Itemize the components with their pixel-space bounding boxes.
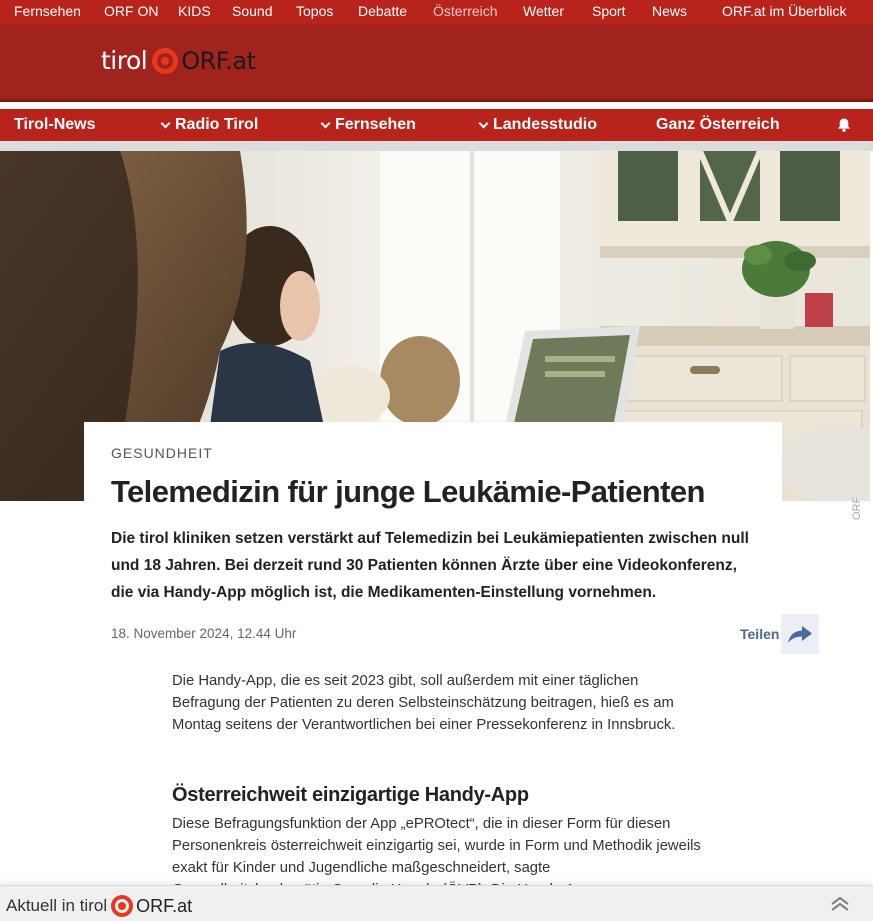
article-subheading: Österreichweit einzigartige Handy-App xyxy=(172,784,529,806)
chevron-down-icon xyxy=(479,118,489,128)
tirol-orf-logo[interactable] xyxy=(101,46,255,75)
global-nav-news[interactable]: News xyxy=(652,3,688,19)
global-nav-wetter[interactable]: Wetter xyxy=(523,3,564,19)
article-lead: Die tirol kliniken setzen verstärkt auf Telemedizin bei Leukämiepatienten zwischen null und 18 Jahren. Bei derzeit rund 30 Patienten können Ärzte über eine Videokonferenz, die via Handy-App möglich ist, die Medikamenten-Einstellung vornehmen. xyxy=(111,530,749,601)
brand-header xyxy=(0,24,873,102)
bottom-bar-label: Aktuell in tirol xyxy=(6,896,108,915)
regnav-tirol-news-label: Tirol-News xyxy=(14,116,96,133)
global-nav-kids[interactable]: KIDS xyxy=(178,3,211,19)
bottom-bar-title xyxy=(6,895,192,917)
regional-nav xyxy=(0,109,873,141)
bottom-news-bar[interactable] xyxy=(0,885,873,921)
global-nav-overview[interactable]: ORF.at im Überblick xyxy=(722,3,847,19)
share-link[interactable]: Teilen xyxy=(740,626,780,642)
regnav-landesstudio-label: Landesstudio xyxy=(493,116,598,133)
logo-region: tirol xyxy=(101,46,148,75)
regnav-ganz-oesterreich-label: Ganz Österreich xyxy=(656,116,780,133)
article-headline: Telemedizin für junge Leukämie-Patienten xyxy=(111,474,705,509)
image-credit: ORF xyxy=(851,496,863,520)
article-date: 18. November 2024, 12.44 Uhr xyxy=(111,626,297,641)
orf-ring-icon xyxy=(152,48,178,74)
regnav-landesstudio[interactable] xyxy=(478,116,597,134)
article-paragraph: Diese Befragungsfunktion der App „ePROtect“, die in dieser Form für diesen Personenkreis österreichweit einzigartig sei, wurde in Form und Methodik jeweils exakt für Kinder und Jugendliche maßgeschneidert, sagte xyxy=(172,816,701,876)
regnav-ganz-oesterreich[interactable] xyxy=(656,116,780,134)
chevron-down-icon xyxy=(321,118,331,128)
chevron-down-icon xyxy=(161,118,171,128)
regnav-tirol-news[interactable] xyxy=(14,116,96,134)
global-nav-debatte[interactable]: Debatte xyxy=(358,3,408,19)
share-arrow-icon xyxy=(787,624,813,644)
nav-divider xyxy=(0,141,873,151)
logo-orf: ORF.at xyxy=(181,46,256,75)
article-kicker: GESUNDHEIT xyxy=(111,445,213,461)
global-nav-sport[interactable]: Sport xyxy=(592,3,626,19)
bottom-bar-orf: ORF.at xyxy=(136,895,193,916)
global-nav-fernsehen[interactable]: Fernsehen xyxy=(14,3,81,19)
orf-ring-icon xyxy=(111,895,133,917)
global-nav-oesterreich[interactable]: Österreich xyxy=(433,3,498,19)
article-paragraph: Die Handy-App, die es seit 2023 gibt, soll außerdem mit einer täglichen Befragung der Patienten zu deren Selbsteinschätzung beitragen, hieß es am Montag seitens der Verantwortlichen bei einer Pressekonferenz in Innsbruck. xyxy=(172,673,676,733)
regnav-radio-tirol-label: Radio Tirol xyxy=(175,116,259,133)
share-button[interactable] xyxy=(781,614,819,654)
regnav-fernsehen-label: Fernsehen xyxy=(335,116,416,133)
chevron-up-icon[interactable] xyxy=(830,896,850,912)
global-nav-orf-on[interactable]: ORF ON xyxy=(104,3,159,19)
global-nav xyxy=(0,0,873,24)
regnav-fernsehen[interactable] xyxy=(320,116,416,134)
global-nav-topos[interactable]: Topos xyxy=(296,3,334,19)
global-nav-sound[interactable]: Sound xyxy=(232,3,273,19)
bell-icon[interactable] xyxy=(836,117,852,133)
regnav-radio-tirol[interactable] xyxy=(160,116,258,134)
